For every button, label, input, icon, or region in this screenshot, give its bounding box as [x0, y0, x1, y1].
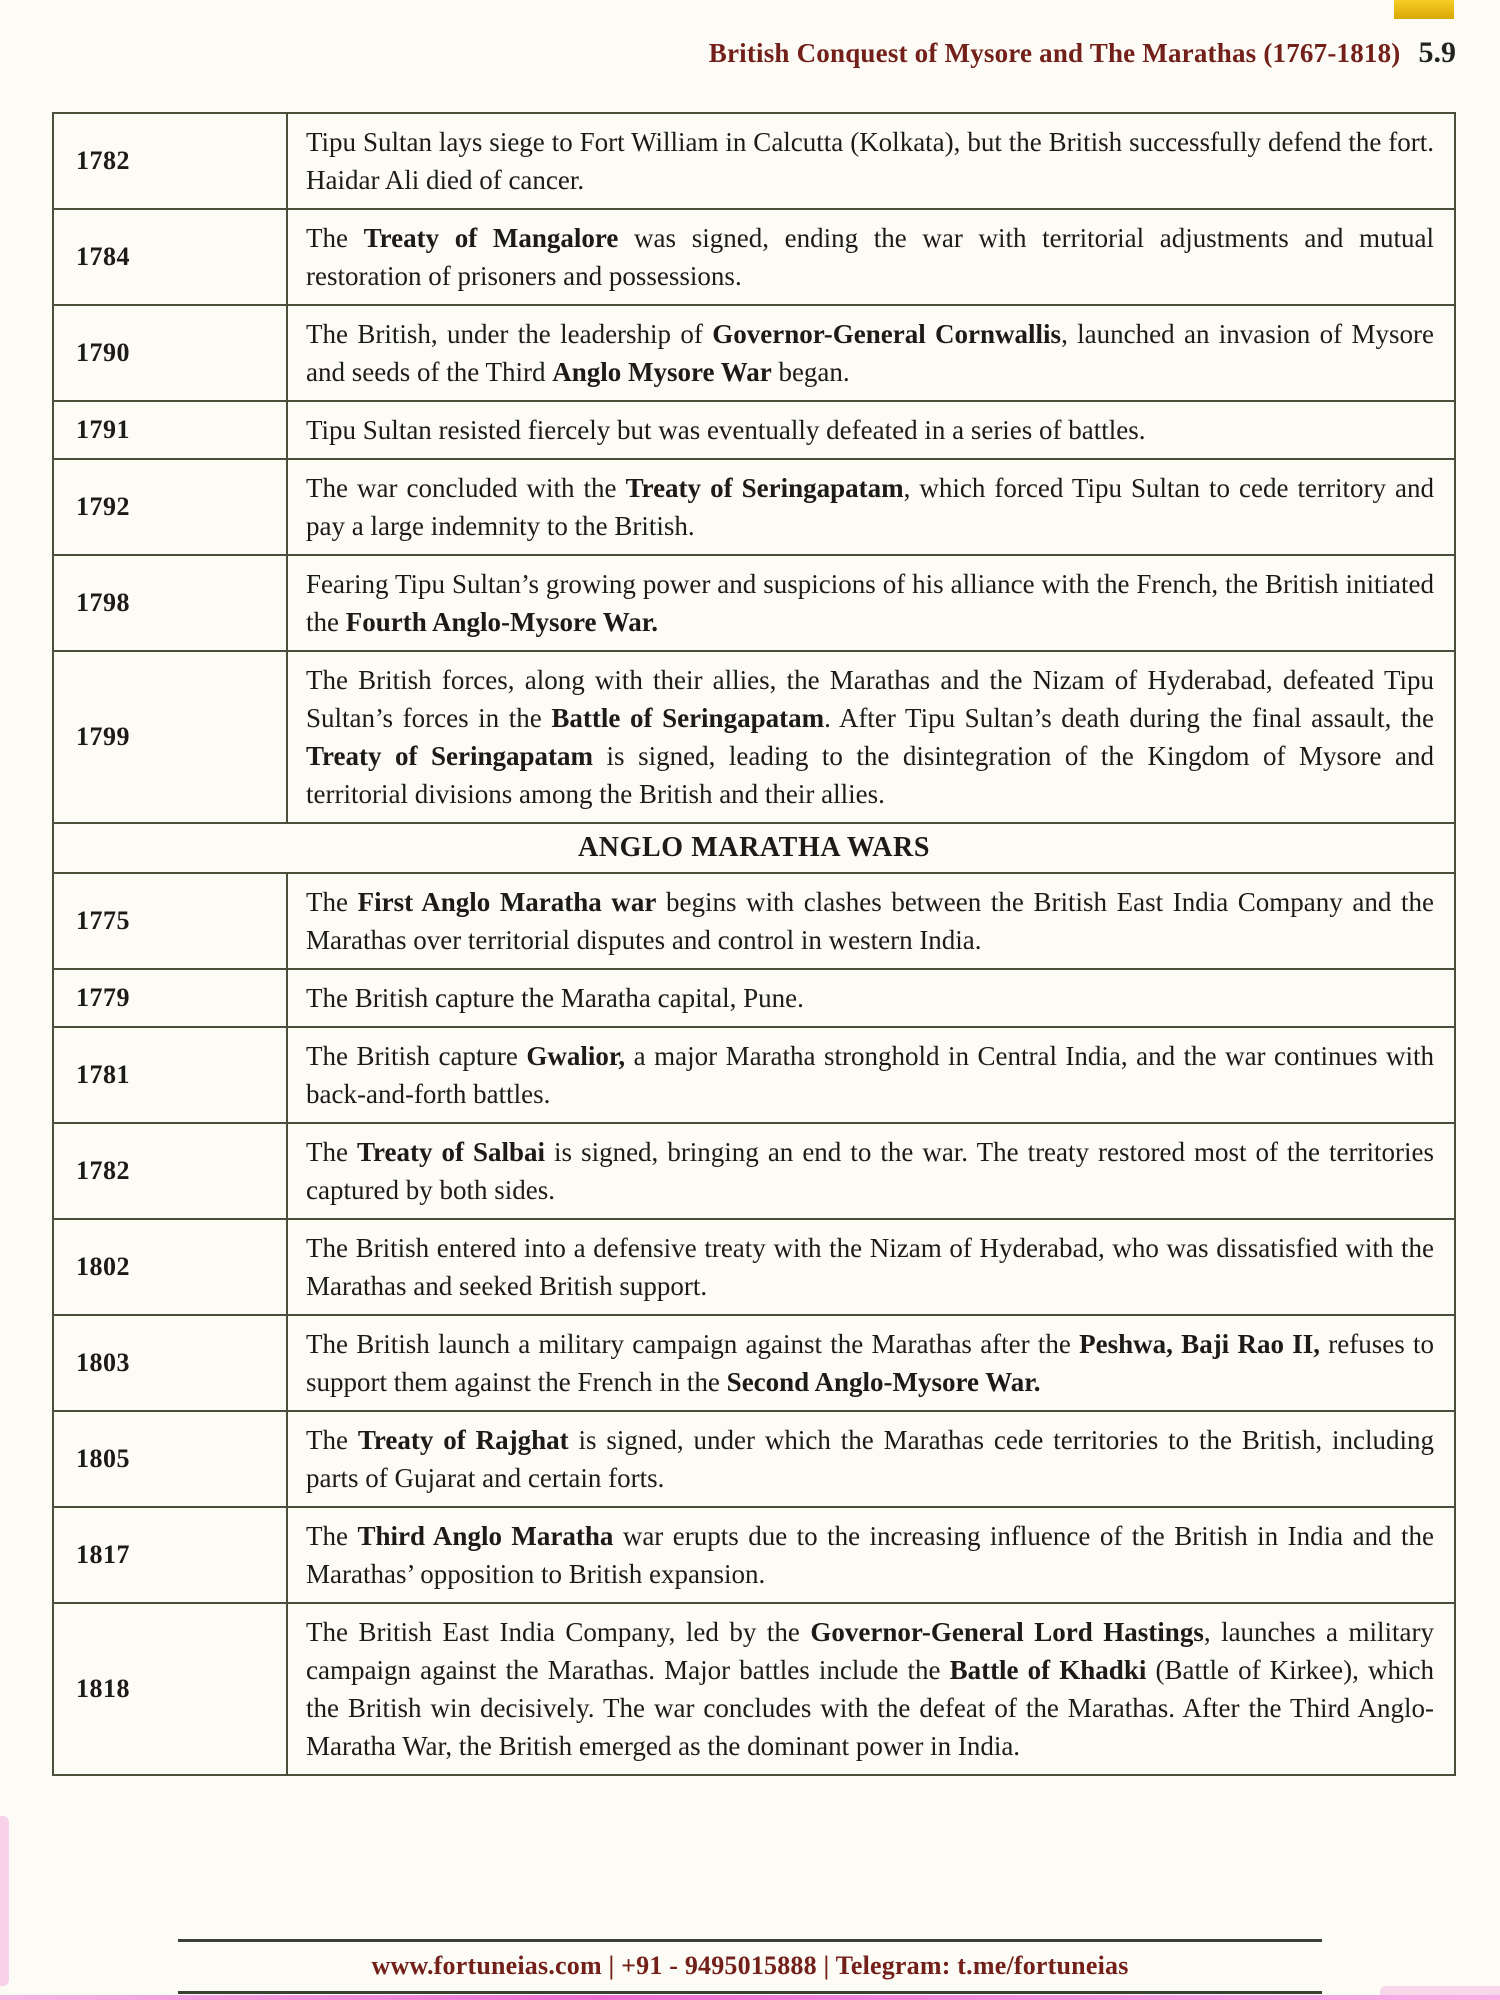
event-cell: The British East India Company, led by the Governor-General Lord Hastings, launches a military campaign against the Marathas. Major battles include the Battle of Khadki (Battle of Kirkee), which the British win decisively. The war concludes with the defeat of the Marathas. After the Third Anglo-Maratha War, the British emerged as the dominant power in India.: [287, 1603, 1455, 1775]
pink-scan-edge-bottom: [0, 1995, 1500, 2000]
timeline-table-body: [53, 113, 1455, 1775]
chapter-title: British Conquest of Mysore and The Marathas (1767-1818): [708, 38, 1401, 68]
table-row: [53, 1411, 1455, 1507]
table-row: [53, 209, 1455, 305]
year-cell: 1779: [53, 969, 287, 1027]
event-cell: Tipu Sultan resisted fiercely but was eventually defeated in a series of battles.: [287, 401, 1455, 459]
table-row: [53, 555, 1455, 651]
page-footer: [178, 1939, 1322, 1994]
event-cell: The British, under the leadership of Governor-General Cornwallis, launched an invasion of Mysore and seeds of the Third Anglo Mysore War began.: [287, 305, 1455, 401]
yellow-scan-corner-mark: [1394, 0, 1454, 19]
year-cell: 1782: [53, 1123, 287, 1219]
pink-scan-smudge-right: [1380, 1986, 1500, 1995]
table-row: [53, 459, 1455, 555]
table-row: [53, 1315, 1455, 1411]
event-cell: The British forces, along with their allies, the Marathas and the Nizam of Hyderabad, defeated Tipu Sultan’s forces in the Battle of Seringapatam. After Tipu Sultan’s death during the final assault, the Treaty of Seringapatam is signed, leading to the disintegration of the Kingdom of Mysore and territorial divisions among the British and their allies.: [287, 651, 1455, 823]
event-cell: The war concluded with the Treaty of Seringapatam, which forced Tipu Sultan to cede territory and pay a large indemnity to the British.: [287, 459, 1455, 555]
year-cell: 1805: [53, 1411, 287, 1507]
table-row: [53, 969, 1455, 1027]
event-cell: The First Anglo Maratha war begins with clashes between the British East India Company and the Marathas over territorial disputes and control in western India.: [287, 873, 1455, 969]
event-cell: The British launch a military campaign against the Marathas after the Peshwa, Baji Rao II, refuses to support them against the French in the Second Anglo-Mysore War.: [287, 1315, 1455, 1411]
table-row: [53, 1603, 1455, 1775]
event-cell: The Treaty of Rajghat is signed, under which the Marathas cede territories to the British, including parts of Gujarat and certain forts.: [287, 1411, 1455, 1507]
table-row: [53, 1123, 1455, 1219]
event-cell: The Treaty of Mangalore was signed, ending the war with territorial adjustments and mutual restoration of prisoners and possessions.: [287, 209, 1455, 305]
event-cell: The British capture Gwalior, a major Maratha stronghold in Central India, and the war continues with back-and-forth battles.: [287, 1027, 1455, 1123]
event-cell: Tipu Sultan lays siege to Fort William in Calcutta (Kolkata), but the British successfully defend the fort. Haidar Ali died of cancer.: [287, 113, 1455, 209]
event-cell: The Treaty of Salbai is signed, bringing an end to the war. The treaty restored most of the territories captured by both sides.: [287, 1123, 1455, 1219]
event-cell: The Third Anglo Maratha war erupts due to the increasing influence of the British in India and the Marathas’ opposition to British expansion.: [287, 1507, 1455, 1603]
year-cell: 1818: [53, 1603, 287, 1775]
table-row: [53, 1027, 1455, 1123]
section-header-row: [53, 823, 1455, 873]
timeline-table: [52, 112, 1456, 1776]
event-cell: The British capture the Maratha capital, Pune.: [287, 969, 1455, 1027]
year-cell: 1784: [53, 209, 287, 305]
table-row: [53, 401, 1455, 459]
year-cell: 1775: [53, 873, 287, 969]
table-row: [53, 1507, 1455, 1603]
year-cell: 1802: [53, 1219, 287, 1315]
page-header: [709, 36, 1456, 70]
section-header: ANGLO MARATHA WARS: [53, 823, 1455, 873]
table-row: [53, 1219, 1455, 1315]
year-cell: 1790: [53, 305, 287, 401]
year-cell: 1799: [53, 651, 287, 823]
pink-scan-smudge-left: [0, 1816, 9, 1986]
table-row: [53, 873, 1455, 969]
year-cell: 1803: [53, 1315, 287, 1411]
table-row: [53, 113, 1455, 209]
table-row: [53, 651, 1455, 823]
footer-contact-text: www.fortuneias.com | +91 - 9495015888 | Telegram: t.me/fortuneias: [371, 1951, 1129, 1980]
year-cell: 1792: [53, 459, 287, 555]
year-cell: 1781: [53, 1027, 287, 1123]
event-cell: The British entered into a defensive treaty with the Nizam of Hyderabad, who was dissatisfied with the Marathas and seeked British support.: [287, 1219, 1455, 1315]
page-number: 5.9: [1418, 36, 1456, 69]
year-cell: 1791: [53, 401, 287, 459]
table-row: [53, 305, 1455, 401]
year-cell: 1782: [53, 113, 287, 209]
year-cell: 1817: [53, 1507, 287, 1603]
year-cell: 1798: [53, 555, 287, 651]
event-cell: Fearing Tipu Sultan’s growing power and suspicions of his alliance with the French, the British initiated the Fourth Anglo-Mysore War.: [287, 555, 1455, 651]
